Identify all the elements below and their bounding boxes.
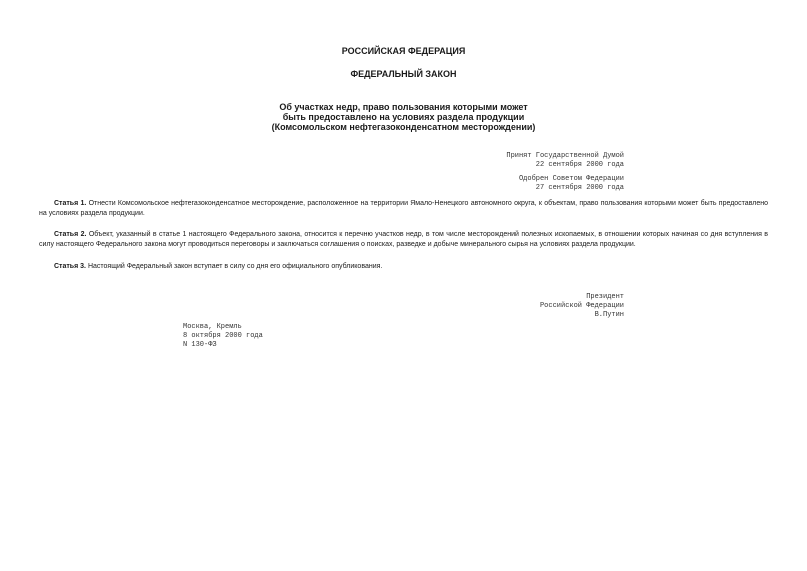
article-3-text: Настоящий Федеральный закон вступает в силу со дня его официального опубликования.	[87, 263, 383, 270]
place-date: 8 октября 2000 года	[183, 332, 263, 340]
place-date-number	[183, 323, 263, 350]
article-1-label: Статья 1.	[54, 200, 87, 207]
law-number: N 130-ФЗ	[183, 341, 217, 349]
signature-block	[540, 293, 624, 320]
law-title-line-3: (Комсомольском нефтегазоконденсатном месторождении)	[271, 122, 536, 132]
article-2	[39, 230, 768, 250]
law-title	[0, 102, 807, 132]
adopted-by-duma	[506, 152, 624, 170]
law-title-line-1: Об участках недр, право пользования которыми может	[279, 102, 528, 112]
country-heading: РОССИЙСКАЯ ФЕДЕРАЦИЯ	[341, 46, 466, 56]
approved-label: Одобрен Советом Федерации	[518, 175, 624, 183]
place-location: Москва, Кремль	[183, 323, 242, 331]
law-type-heading: ФЕДЕРАЛЬНЫЙ ЗАКОН	[350, 69, 457, 79]
adopted-label: Принят Государственной Думой	[506, 152, 624, 160]
signatory-name: В.Путин	[594, 311, 624, 319]
article-2-label: Статья 2.	[54, 231, 87, 238]
article-1-text: Отнести Комсомольское нефтегазоконденсатное месторождение, расположенное на территории Ямало-Ненецкого автономного округа, к объектам, право пользования которыми может быть предоставлено на условиях раздела продукции.	[39, 200, 768, 217]
approved-by-council	[519, 175, 624, 193]
signatory-subtitle: Российской Федерации	[539, 302, 624, 310]
article-3	[39, 262, 768, 272]
law-title-line-2: быть предоставлено на условиях раздела продукции	[282, 112, 525, 122]
adopted-date: 22 сентября 2000 года	[535, 161, 624, 169]
article-3-label: Статья 3.	[54, 263, 86, 270]
article-1	[39, 199, 768, 219]
signatory-title: Президент	[586, 293, 624, 301]
approved-date: 27 сентября 2000 года	[535, 184, 624, 192]
article-2-text: Объект, указанный в статье 1 настоящего Федерального закона, относится к перечню участков недр, в том числе месторождений полезных ископаемых, в отношении которых начиная со дня вступления в силу настоящего Федерального закона могут проводиться переговоры и заключаться соглашения о поисках, разведке и добыче минерального сырья на условиях раздела продукции.	[39, 231, 768, 248]
